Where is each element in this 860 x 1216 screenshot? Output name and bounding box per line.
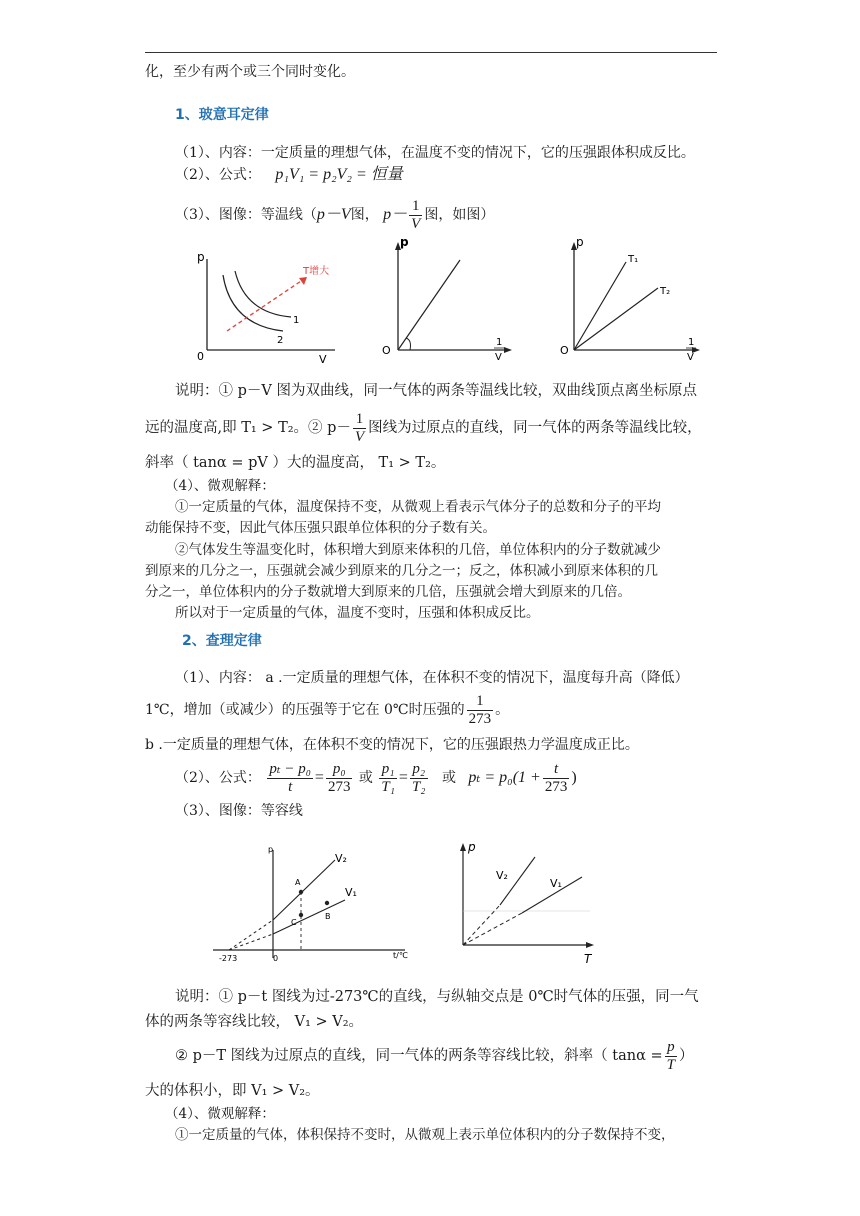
line-V1 [273, 900, 345, 934]
charles-content-c: b .一定质量的理想气体，在体积不变的情况下，它的压强跟热力学温度成正比。 [145, 737, 639, 753]
axis-num: 1 [496, 337, 503, 348]
point-C [299, 913, 303, 917]
angle-arc [406, 338, 411, 350]
charles-micro-label: （4）、微观解释： [165, 1106, 275, 1122]
line-T2 [574, 288, 658, 350]
boyle-conclusion: 所以对于一定质量的气体，温度不变时，压强和体积成反比。 [175, 605, 540, 621]
p-invV-two-figure [560, 232, 710, 367]
axis-den: V [687, 352, 694, 363]
graph-pv: p－V [316, 206, 351, 223]
curve-label-2: 2 [277, 335, 284, 346]
section2-heading: 2、查理定律 [182, 633, 262, 649]
isotherm-line [398, 260, 460, 350]
boyle-formula: p₁V₁ = p₂V₂ = 恒量 [275, 166, 403, 183]
formula-label: （2）、公式： [175, 167, 261, 183]
svg-text:C: C [291, 918, 297, 927]
formula-frac-1: $\frac{\text{pₜ − p₀}}{t}$ [269, 760, 311, 795]
formula-frac-2: $\frac{\text{p₀}}{273}$ [327, 760, 351, 795]
svg-text:t/℃: t/℃ [393, 951, 408, 960]
section1-heading: 1、玻意耳定律 [175, 107, 269, 123]
boyle-micro-label: （4）、微观解释： [165, 478, 275, 494]
formula-frac-5: $\frac{t}{273}$ [544, 760, 568, 795]
fraction-p-over-T: $\frac{p}{T}$ [666, 1038, 675, 1073]
boyle-micro-1a: ①一定质量的气体，温度保持不变，从微观上看表示气体分子的总数和分子的平均 [175, 499, 661, 515]
axis-num: 1 [688, 337, 695, 348]
charles-note-1: 说明：① p－t 图线为过-273℃的直线，与纵轴交点是 0℃时气体的压强，同一气 [175, 989, 699, 1005]
svg-text:A: A [295, 878, 301, 887]
charles-formula-line: （2）、公式： $\frac{\text{pₜ − p₀}}{t}$ = $\frac{\text{p₀}}{273}$ 或 $\frac{\text{p₁}}{\text{T₁}}$ = $\frac{\text{p₂}}{\text{T₂}}$ 或 pₜ = p₀(1 + $\frac{t}{273}$ ) [175, 760, 577, 795]
line-T1 [574, 262, 626, 350]
pv-isotherm-figure [195, 245, 345, 365]
fraction-1-over-V: $\frac{1}{V}$ [411, 197, 421, 232]
graph-label-a: （3）、图像：等温线（ [175, 207, 317, 223]
origin-label: O [560, 344, 569, 357]
svg-text:V₂: V₂ [496, 869, 508, 882]
p-invV-figure [380, 232, 520, 367]
line-V2 [273, 860, 335, 920]
graph-p: p－ [383, 206, 408, 223]
boyle-formula-line [175, 165, 403, 185]
charles-content-b: 1℃，增加（或减少）的压强等于它在 0℃时压强的 $\frac{1}{273}$ 。 [145, 692, 510, 727]
svg-text:V₁: V₁ [550, 877, 562, 890]
charles-content-a: （1）、内容： a .一定质量的理想气体，在体积不变的情况下，温度每升高（降低） [175, 670, 689, 686]
svg-text:-273: -273 [219, 954, 238, 963]
origin-label: O [382, 344, 391, 357]
pt-isochore-figure [205, 840, 415, 970]
svg-text:T: T [584, 952, 592, 966]
boyle-note-3: 斜率（ tanα = pV ）大的温度高， T₁ > T₂。 [145, 455, 446, 471]
formula-frac-4: $\frac{\text{p₂}}{\text{T₂}}$ [411, 760, 426, 795]
charles-note-2: 体的两条等容线比较， V₁ > V₂。 [145, 1014, 364, 1030]
header-rule [145, 52, 717, 53]
charles-micro-1: ①一定质量的气体，体积保持不变时，从微观上表示单位体积内的分子数保持不变， [175, 1127, 675, 1143]
charles-note-3: ② p－T 图线为过原点的直线，同一气体的两条等容线比较，斜率（ tanα = $\frac{p}{T}$ ） [175, 1038, 694, 1073]
label-T1: T₁ [628, 254, 639, 265]
axis-p: p [400, 235, 409, 249]
boyle-note-2: 远的温度高,即 T₁ > T₂。② p－ $\frac{1}{V}$ 图线为过原点的直线，同一气体的两条等温线比较， [145, 410, 702, 445]
axis-V: V [319, 353, 327, 366]
charles-note-4: 大的体积小，即 V₁ > V₂。 [145, 1083, 320, 1099]
boyle-micro-2a: ②气体发生等温变化时，体积增大到原来体积的几倍，单位体积内的分子数就减少 [175, 542, 661, 558]
fraction-1-over-V-note: $\frac{1}{V}$ [354, 410, 365, 445]
origin-label: 0 [197, 350, 204, 363]
charles-graph-label: （3）、图像：等容线 [175, 803, 303, 819]
point-A [299, 890, 303, 894]
axis-p: p [576, 235, 584, 249]
arrow-label: T增大 [303, 266, 330, 277]
svg-text:0: 0 [273, 954, 279, 963]
label-T2: T₂ [660, 286, 671, 297]
graph-label-b: 图， [350, 207, 379, 223]
curve-label-1: 1 [293, 315, 300, 326]
svg-text:V₁: V₁ [345, 886, 357, 899]
boyle-micro-1b: 动能保持不变，因此气体压强只跟单位体积的分子数有关。 [145, 520, 496, 536]
svg-text:V₂: V₂ [335, 852, 347, 865]
svg-text:p: p [268, 845, 274, 854]
intro-line: 化，至少有两个或三个同时变化。 [145, 64, 355, 80]
point-B [325, 901, 329, 905]
fraction-1-over-273: $\frac{1}{273}$ [468, 692, 492, 727]
svg-text:B: B [325, 912, 331, 921]
boyle-content: （1）、内容：一定质量的理想气体，在温度不变的情况下，它的压强跟体积成反比。 [175, 145, 695, 161]
boyle-note-1: 说明：① p－V 图为双曲线，同一气体的两条等温线比较，双曲线顶点离坐标原点 [175, 383, 697, 399]
pT-isochore-figure [450, 835, 600, 970]
svg-text:p: p [468, 840, 476, 854]
boyle-graph-line [175, 196, 494, 234]
axis-p: p [197, 250, 205, 264]
graph-label-c: 图，如图） [424, 207, 495, 223]
boyle-micro-2b: 到原来的几分之一，压强就会减少到原来的几分之一；反之，体积减小到原来体积的几 [145, 563, 658, 579]
boyle-micro-2c: 分之一，单位体积内的分子数就增大到原来的几倍，压强就会增大到原来的几倍。 [145, 584, 631, 600]
arrow-head [299, 277, 307, 285]
axis-den: V [495, 352, 502, 363]
formula-frac-3: $\frac{\text{p₁}}{\text{T₁}}$ [381, 760, 395, 795]
